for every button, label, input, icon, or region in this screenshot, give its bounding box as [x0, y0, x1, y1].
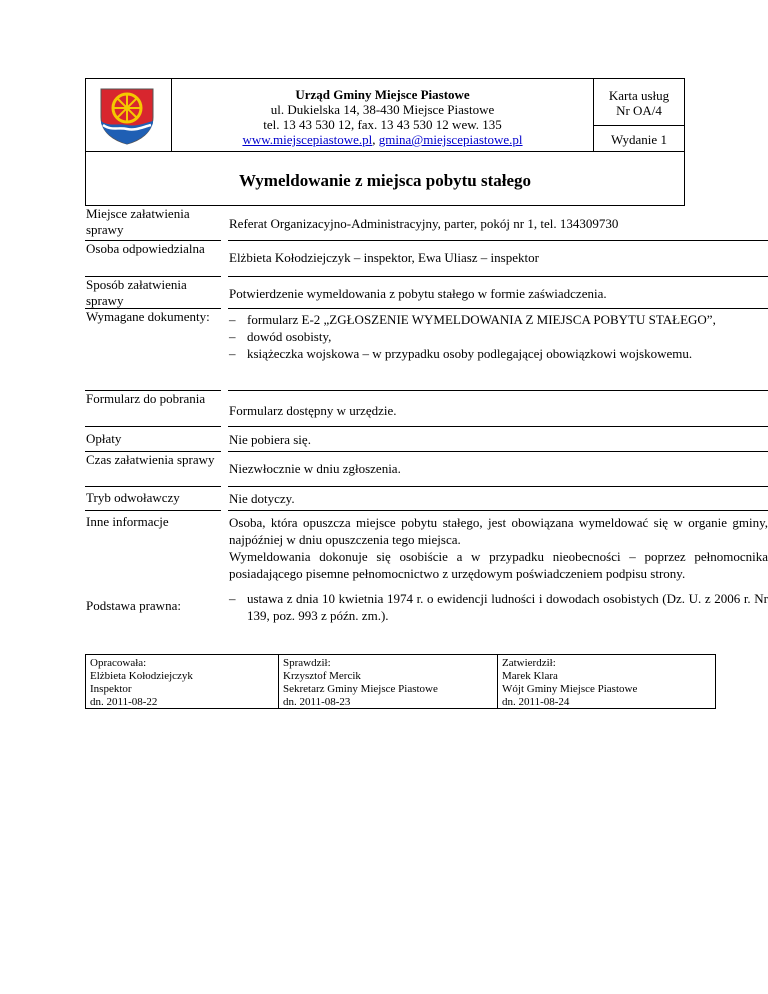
checked-role: Sekretarz Gminy Miejsce Piastowe [283, 683, 438, 695]
value-docs [228, 308, 768, 390]
approved-role: Wójt Gminy Miejsce Piastowe [502, 683, 638, 695]
checked-name: Krzysztof Mercik [283, 670, 361, 682]
value-other [228, 510, 768, 590]
list-item: – dowód osobisty, [229, 329, 332, 344]
website-link[interactable]: www.miejscepiastowe.pl [242, 132, 373, 147]
prepared-date: dn. 2011-08-22 [90, 696, 158, 708]
approved-date: dn. 2011-08-24 [502, 696, 570, 708]
page-title: Wymeldowanie z miejsca pobytu stałego [85, 151, 685, 206]
label-docs: Wymagane dokumenty: [85, 308, 221, 390]
checked-title: Sprawdził: [283, 657, 331, 669]
prepared-by [86, 655, 279, 708]
office-info [171, 79, 594, 151]
document-header [85, 78, 685, 152]
list-item: – ustawa z dnia 10 kwietnia 1974 r. o ewidencji ludności i dowodach osobistych (Dz. U. z 2006 r. Nr 139, poz. 993 z późn. zm.). [229, 591, 768, 623]
coat-of-arms-icon [99, 87, 155, 145]
value-legal [228, 590, 768, 624]
office-address: ul. Dukielska 14, 38-430 Miejsce Piastowe [270, 102, 495, 117]
link-separator: , [372, 132, 379, 147]
label-method: Sposób załatwienia sprawy [85, 276, 221, 308]
list-item: – książeczka wojskowa – w przypadku osoby podlegającej obowiązkowi wojskowemu. [229, 346, 693, 361]
label-time: Czas załatwienia sprawy [85, 451, 221, 486]
value-method: Potwierdzenie wymeldowania z pobytu stałego w formie zaświadczenia. [228, 276, 768, 308]
other-paragraph-1: Osoba, która opuszcza miejsce pobytu stałego, jest obowiązana wymeldować się w organie gminy, najpóźniej w dniu opuszczenia tego miejsca. [229, 515, 768, 547]
email-link[interactable]: gmina@miejscepiastowe.pl [378, 132, 523, 147]
card-number: Nr OA/4 [616, 103, 662, 118]
card-title: Karta usług [608, 88, 670, 103]
value-fees: Nie pobiera się. [228, 426, 768, 451]
office-name: Urząd Gminy Miejsce Piastowe [295, 87, 470, 102]
label-person: Osoba odpowiedzialna [85, 240, 221, 276]
value-form: Formularz dostępny w urzędzie. [228, 390, 768, 426]
other-paragraph-2: Wymeldowania dokonuje się osobiście a w przypadku nieobecności – poprzez pełnomocnika posiadającego pisemne pełnomocnictwo z urzędowym poświadczeniem podpisu strony. [229, 549, 768, 581]
checked-date: dn. 2011-08-23 [283, 696, 351, 708]
value-appeal: Nie dotyczy. [228, 486, 768, 510]
edition: Wydanie 1 [611, 132, 667, 147]
prepared-role: Inspektor [90, 683, 132, 695]
label-form: Formularz do pobrania [85, 390, 221, 426]
value-time: Niezwłocznie w dniu zgłoszenia. [228, 451, 768, 486]
label-legal: Podstawa prawna: [86, 598, 181, 613]
office-phones: tel. 13 43 530 12, fax. 13 43 530 12 wew. 135 [263, 117, 502, 132]
label-place: Miejsce załatwienia sprawy [86, 206, 190, 237]
checked-by [279, 655, 498, 708]
logo-cell [86, 79, 171, 151]
approved-by [498, 655, 715, 708]
label-other: Inne informacje [85, 510, 221, 590]
list-item: – formularz E-2 „ZGŁOSZENIE WYMELDOWANIA Z MIEJSCA POBYTU STAŁEGO”, [229, 312, 716, 327]
signature-table [85, 654, 716, 709]
label-fees: Opłaty [85, 426, 221, 451]
approved-name: Marek Klara [502, 670, 558, 682]
value-person: Elżbieta Kołodziejczyk – inspektor, Ewa Uliasz – inspektor [228, 240, 768, 276]
prepared-name: Elżbieta Kołodziejczyk [90, 670, 193, 682]
prepared-title: Opracowała: [90, 657, 147, 669]
value-place: Referat Organizacyjno-Administracyjny, parter, pokój nr 1, tel. 134309730 [229, 216, 619, 231]
approved-title: Zatwierdził: [502, 657, 556, 669]
card-info [594, 79, 684, 151]
label-appeal: Tryb odwoławczy [85, 486, 221, 510]
